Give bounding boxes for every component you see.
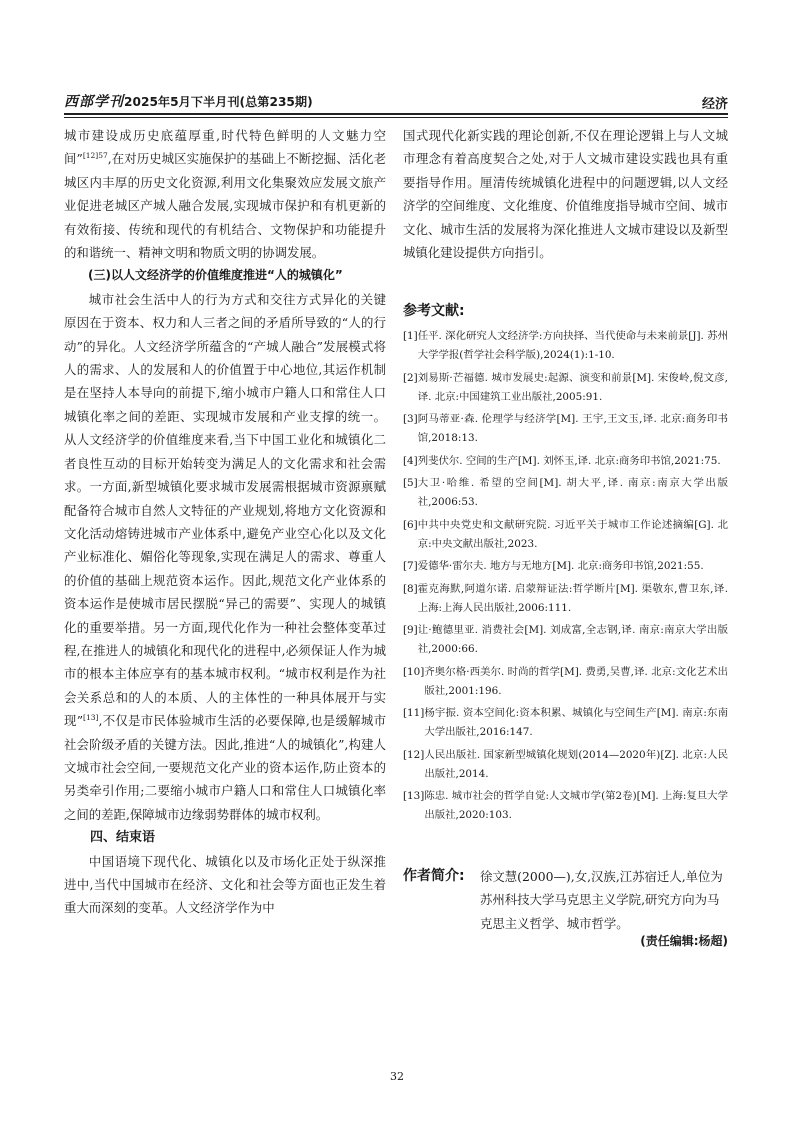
reference-item — [403, 663, 728, 701]
paragraph: 国式现代化新实践的理论创新,不仅在理论逻辑上与人文城市理念有着高度契合之处,对于人文城市建设实践也具有重要指导作用。厘清传统城镇化进程中的问题逻辑,以人文经济学的空间维度、文化维度、价值维度指导城市空间、城市文化、城市生活的发展将为深化推进人文城市建设以及新型城镇化建设提供方向指引。 — [403, 128, 728, 261]
reference-text: 中共中央党史和文献研究院. 习近平关于城市工作论述摘编[G]. 北京:中央文献出版社,2023. — [417, 518, 728, 550]
reference-text: 刘易斯·芒福德. 城市发展史:起源、演变和前景[M]. 宋俊岭,倪文彦,译. 北京:中国建筑工业出版社,2005:91. — [417, 371, 728, 403]
reference-number: [6] — [403, 518, 418, 531]
reference-text: 让·鲍德里亚. 消费社会[M]. 刘成富,全志钢,译. 南京:南京大学出版社,2000:66. — [417, 624, 728, 655]
reference-number: [9] — [403, 624, 418, 636]
header-rule-thick — [64, 113, 728, 115]
reference-number: [8] — [403, 582, 418, 595]
issue-info: 2025年5月下半月刊(总第235期) — [124, 95, 313, 109]
header-rule-thin — [64, 117, 728, 118]
reference-text: 齐奥尔格·西美尔. 时尚的哲学[M]. 费勇,吴曹,译. 北京:文化艺术出版社,2001:196. — [424, 665, 728, 697]
reference-number: [12] — [403, 748, 425, 761]
section-name: 经济 — [701, 97, 728, 112]
reference-item — [403, 474, 728, 512]
reference-number: [3] — [403, 413, 418, 425]
reference-number: [10] — [403, 665, 425, 678]
reference-number: [4] — [403, 454, 418, 467]
reference-text: 人民出版社. 国家新型城镇化规划(2014—2020年)[Z]. 北京:人民出版社,2014. — [424, 748, 728, 780]
references-list — [403, 327, 728, 829]
journal-logo: 西部学刊 — [64, 94, 124, 110]
paragraph: 城市社会生活中人的行为方式和交往方式异化的关键原因在于资本、权力和人三者之间的矛盾所导致的“人的行动”的异化。人文经济学所蕴含的“产城人融合”发展模式将人的需求、人的发展和人的价值置于中心地位,其运作机制是在坚持人本导向的前提下,缩小城市户籍人口和常住人口城镇化率之间的差距、实现城市发展和产业支撑的统一。从人文经济学的价值维度来看,当下中国工业化和城镇化二者良性互动的目标开始转变为满足人的文化需求和社会需求。一方面,新型城镇化要求城市发展需根据城市资源禀赋配备符合城市自然人文特征的产业规划,将地方文化资源和文化活动熔铸进城市产业体系中,避免产业空心化以及文化产业标准化、媚俗化等现象,实现在满足人的需求、尊重人的价值的基础上规范资本运作。因此,规范文化产业体系的资本运作是使城市居民摆脱“异己的需要”、实现人的城镇化的重要举措。另一方面,现代化作为一种社会整体变革过程,在推进人的城镇化和现代化的进程中,必须保证人作为城市的根本主体应享有的基本城市权利。“城市权利是作为社会关系总和的人的本质、人的主体性的一种具体展开与实现”[13],不仅是市民体验城市生活的必要保障,也是缓解城市社会阶级矛盾的关键方法。因此,推进“人的城镇化”,构建人文城市社会空间,一要规范文化产业的资本运作,防止资本的另类牵引作用;二要缩小城市户籍人口和常住人口城镇化率之间的差距,保障城市边缘弱势群体的城市权利。 — [64, 291, 386, 822]
citation[interactable]: [12]57 — [82, 151, 108, 161]
reference-text: 任平. 深化研究人文经济学:方向抉择、当代使命与未来前景[J]. 苏州大学学报(哲学社会科学版),2024(1):1-10. — [417, 330, 728, 361]
reference-item — [403, 557, 728, 576]
page-number: 32 — [390, 1070, 404, 1083]
reference-item — [403, 369, 728, 407]
left-column — [64, 124, 386, 920]
reference-item — [403, 327, 728, 365]
references-heading: 参考文献: — [403, 303, 465, 319]
reference-number: [7] — [403, 560, 418, 572]
reference-text: 霍克海默,阿道尔诺. 启蒙辩证法:哲学断片[M]. 渠敬东,曹卫东,译. 上海:上海人民出版社,2006:111. — [417, 582, 728, 614]
author-bio — [403, 865, 728, 935]
reference-item — [403, 746, 728, 784]
reference-number: [13] — [403, 790, 425, 802]
paragraph: 中国语境下现代化、城镇化以及市场化正处于纵深推进中,当代中国城市在经济、文化和社会等方面也正发生着重大而深刻的变革。人文经济学作为中 — [64, 853, 386, 916]
reference-item — [403, 516, 728, 554]
reference-item — [403, 580, 728, 618]
reference-text: 列斐伏尔. 空间的生产[M]. 刘怀玉,译. 北京:商务印书馆,2021:75. — [417, 454, 721, 467]
reference-item — [403, 704, 728, 742]
right-column — [403, 124, 728, 264]
reference-item — [403, 452, 728, 471]
reference-text: 爱德华·雷尔夫. 地方与无地方[M]. 北京:商务印书馆,2021:55. — [417, 560, 704, 572]
reference-number: [1] — [403, 330, 418, 342]
reference-number: [11] — [403, 707, 425, 719]
author-label: 作者简介: — [403, 868, 465, 884]
editor-note: (责任编辑:杨超) — [640, 934, 728, 948]
reference-text: 杨宇振. 资本空间化:资本积累、城镇化与空间生产[M]. 南京:东南大学出版社,2016:147. — [424, 707, 728, 738]
reference-number: [2] — [403, 371, 418, 384]
author-text: 徐文慧(2000—),女,汉族,江苏宿迁人,单位为苏州科技大学马克思主义学院,研究方向为马克思主义哲学、城市哲学。 — [480, 869, 723, 931]
reference-text: 大卫·哈维. 希望的空间[M]. 胡大平,译. 南京:南京大学出版社,2006:53. — [417, 477, 728, 508]
reference-text: 陈忠. 城市社会的哲学自觉:人文城市学(第2卷)[M]. 上海:复旦大学出版社,2020:103. — [424, 790, 728, 821]
reference-item — [403, 410, 728, 448]
reference-item — [403, 621, 728, 659]
running-header — [64, 90, 728, 112]
reference-number: [5] — [403, 477, 418, 489]
paragraph: 城市建设成历史底蕴厚重,时代特色鲜明的人文魅力空间”$^{[12]57}$,在对历史城区实施保护的基础上不断挖掘、活化老城区内丰厚的历史文化资源,利用文化集聚效应发展文旅产业促进老城区产城人融合发展,实现城市保护和有机更新的有效衔接、传统和现代的有机结合、文物保护和功能提升的和谐统一、精神文明和物质文明的协调发展。 — [64, 128, 386, 261]
reference-text: 阿马蒂亚·森. 伦理学与经济学[M]. 王宇,王文玉,译. 北京:商务印书馆,2018:13. — [417, 413, 728, 444]
subsection-heading: (三)以人文经济学的价值维度推进“人的城镇化” — [88, 268, 343, 283]
citation[interactable]: [13] — [83, 713, 99, 723]
section-heading: 四、结束语 — [90, 830, 156, 846]
reference-item — [403, 787, 728, 825]
